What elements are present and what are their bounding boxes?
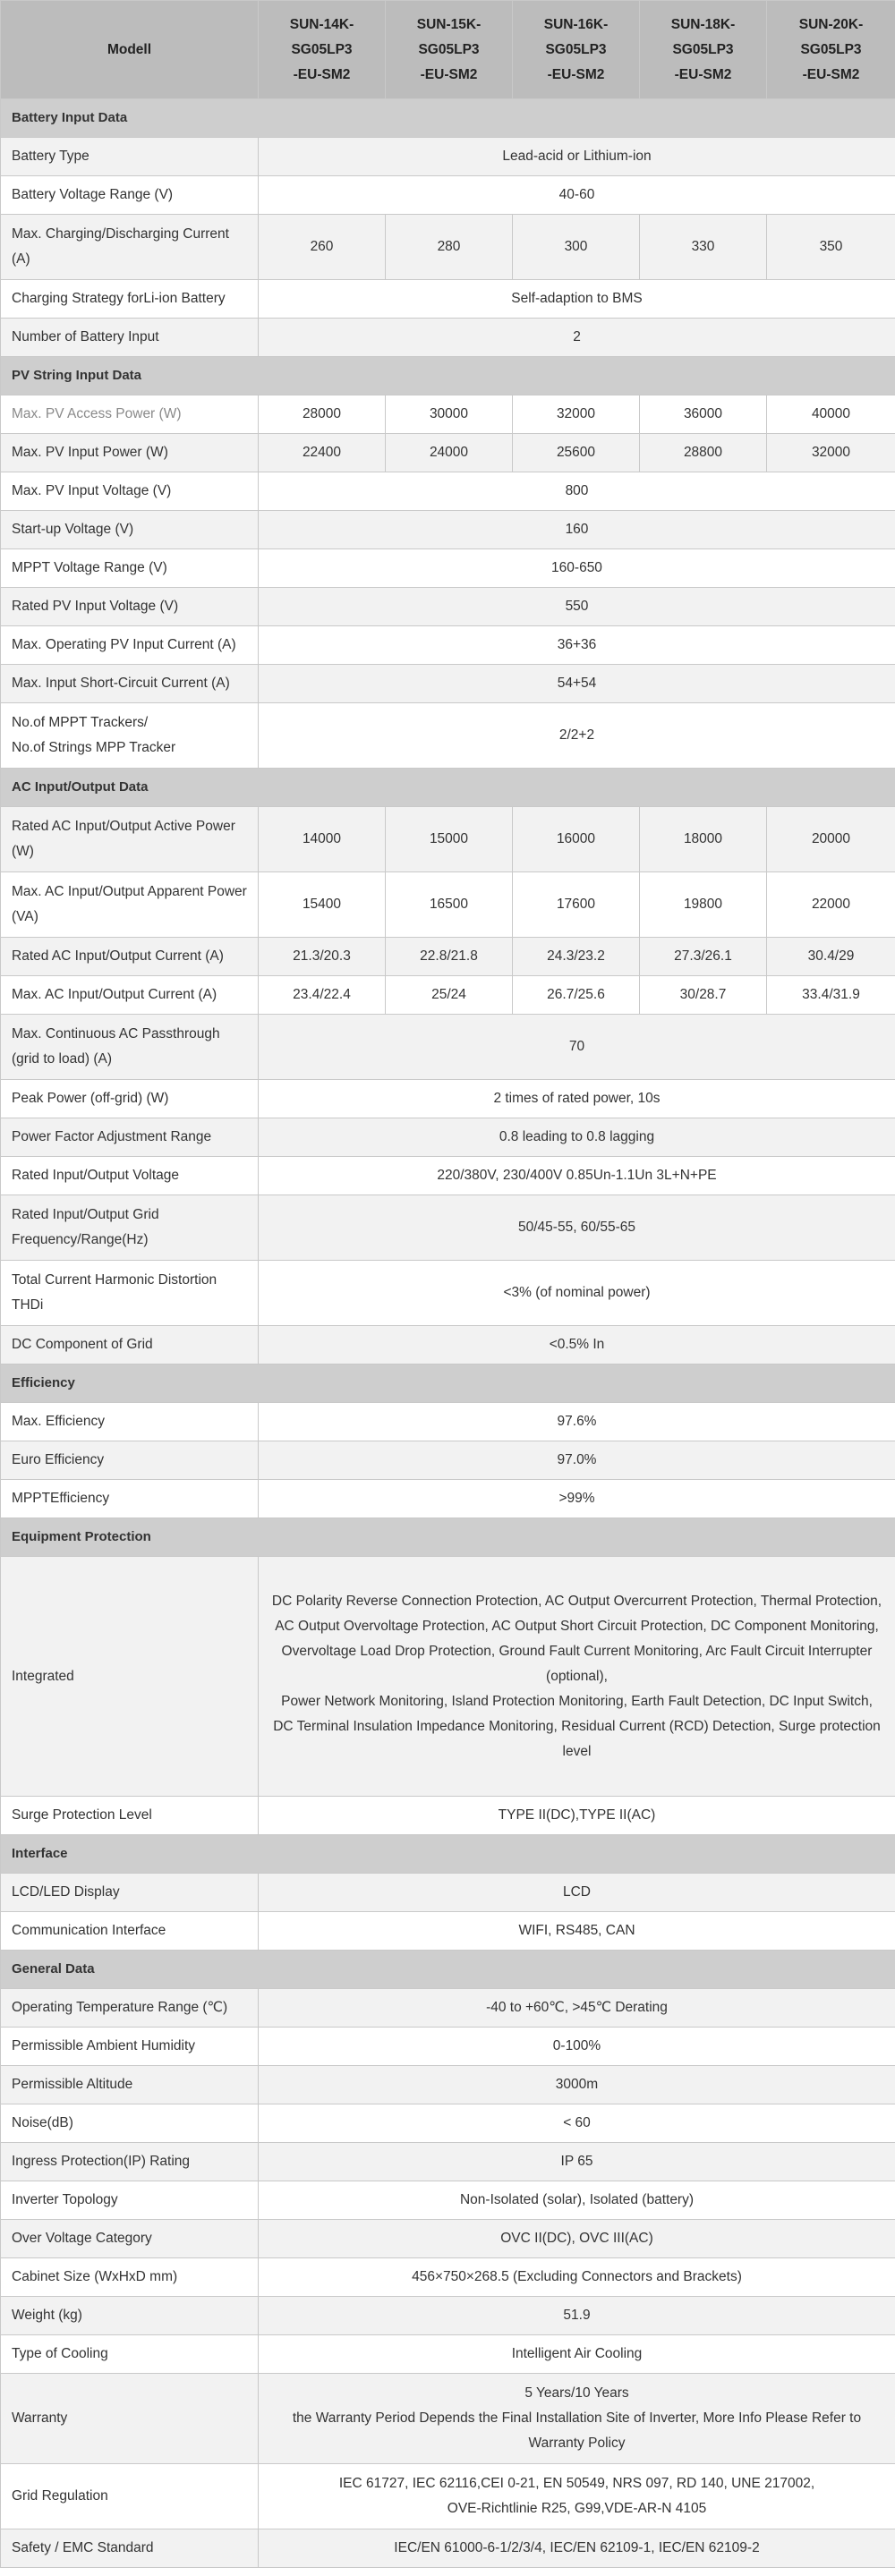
spec-value: Self-adaption to BMS <box>259 280 895 319</box>
spec-value: 14000 <box>259 807 386 872</box>
section-header-equipment-protection <box>1 1518 895 1557</box>
spec-value: 54+54 <box>259 665 895 703</box>
spec-value: 25/24 <box>386 976 513 1015</box>
spec-label: Operating Temperature Range (℃) <box>1 1989 259 2028</box>
spec-value: 36+36 <box>259 626 895 665</box>
spec-value: Lead-acid or Lithium-ion <box>259 138 895 176</box>
spec-value: 30.4/29 <box>767 938 895 976</box>
spec-value: 18000 <box>640 807 767 872</box>
spec-label: Max. PV Input Voltage (V) <box>1 472 259 511</box>
spec-label: Start-up Voltage (V) <box>1 511 259 549</box>
spec-label-line: No.of MPPT Trackers/ <box>12 715 149 730</box>
spec-row-lcd-led-display <box>1 1874 895 1912</box>
spec-label: Battery Voltage Range (V) <box>1 176 259 215</box>
spec-value-line: DC Polarity Reverse Connection Protection, AC Output Overcurrent Protection, Thermal Protection, <box>271 1593 882 1609</box>
spec-label: LCD/LED Display <box>1 1874 259 1912</box>
spec-row-weight-kg <box>1 2297 895 2335</box>
spec-label: Max. Continuous AC Passthrough (grid to load) (A) <box>1 1015 259 1080</box>
spec-row-safety-emc-standard <box>1 2529 895 2568</box>
spec-value: >99% <box>259 1480 895 1518</box>
spec-row-dc-component-of-grid <box>1 1326 895 1365</box>
spec-value: 220/380V, 230/400V 0.85Un-1.1Un 3L+N+PE <box>259 1157 895 1195</box>
spec-row-mppt-voltage-range-v <box>1 549 895 588</box>
section-title: Interface <box>1 1835 895 1874</box>
spec-row-rated-ac-input-output-active-power-w <box>1 807 895 872</box>
spec-value: 0-100% <box>259 2028 895 2066</box>
spec-value: 16500 <box>386 872 513 938</box>
spec-value: 160-650 <box>259 549 895 588</box>
spec-value: 28000 <box>259 395 386 434</box>
spec-row-number-of-battery-input <box>1 319 895 357</box>
spec-row-permissible-altitude <box>1 2066 895 2104</box>
spec-label: Max. Charging/Discharging Current (A) <box>1 215 259 280</box>
section-title: Equipment Protection <box>1 1518 895 1557</box>
spec-value: 28800 <box>640 434 767 472</box>
spec-value: 19800 <box>640 872 767 938</box>
spec-body <box>1 99 895 2568</box>
model-name: SUN-16K- SG05LP3 -EU-SM2 <box>513 1 640 99</box>
spec-row-peak-power-off-grid-w <box>1 1080 895 1118</box>
header-row <box>1 1 895 99</box>
spec-label: Rated AC Input/Output Current (A) <box>1 938 259 976</box>
spec-value: LCD <box>259 1874 895 1912</box>
spec-label: Safety / EMC Standard <box>1 2529 259 2568</box>
spec-value <box>259 1557 895 1797</box>
spec-value: 22.8/21.8 <box>386 938 513 976</box>
section-title: PV String Input Data <box>1 357 895 395</box>
spec-label: Max. PV Input Power (W) <box>1 434 259 472</box>
spec-value-line: 5 Years/10 Years <box>524 2385 629 2401</box>
spec-value: 550 <box>259 588 895 626</box>
section-title: AC Input/Output Data <box>1 769 895 807</box>
spec-value <box>259 2464 895 2529</box>
spec-row-rated-pv-input-voltage-v <box>1 588 895 626</box>
spec-label: Rated Input/Output Grid Frequency/Range(Hz) <box>1 1195 259 1261</box>
spec-label: Rated Input/Output Voltage <box>1 1157 259 1195</box>
spec-value: 2 times of rated power, 10s <box>259 1080 895 1118</box>
spec-value: 456×750×268.5 (Excluding Connectors and Brackets) <box>259 2258 895 2297</box>
spec-label: Grid Regulation <box>1 2464 259 2529</box>
spec-value: 33.4/31.9 <box>767 976 895 1015</box>
spec-value: < 60 <box>259 2104 895 2143</box>
spec-row-max-ac-input-output-apparent-power-va <box>1 872 895 938</box>
spec-value: WIFI, RS485, CAN <box>259 1912 895 1951</box>
spec-value: Intelligent Air Cooling <box>259 2335 895 2374</box>
spec-value: 22400 <box>259 434 386 472</box>
spec-row-cabinet-size-wxhxd-mm <box>1 2258 895 2297</box>
spec-row-battery-type <box>1 138 895 176</box>
spec-row-max-input-short-circuit-current-a <box>1 665 895 703</box>
spec-row-euro-efficiency <box>1 1441 895 1480</box>
spec-value: 300 <box>513 215 640 280</box>
spec-value: 30/28.7 <box>640 976 767 1015</box>
spec-value: 20000 <box>767 807 895 872</box>
spec-label: Over Voltage Category <box>1 2220 259 2258</box>
spec-value-line: IEC 61727, IEC 62116,CEI 0-21, EN 50549, NRS 097, RD 140, UNE 217002, <box>338 2476 815 2491</box>
spec-value: IEC/EN 61000-6-1/2/3/4, IEC/EN 62109-1, IEC/EN 62109-2 <box>259 2529 895 2568</box>
spec-value: TYPE II(DC),TYPE II(AC) <box>259 1797 895 1835</box>
spec-row-surge-protection-level <box>1 1797 895 1835</box>
spec-label: Power Factor Adjustment Range <box>1 1118 259 1157</box>
spec-label: Warranty <box>1 2374 259 2464</box>
spec-row-mpptefficiency <box>1 1480 895 1518</box>
spec-value: IP 65 <box>259 2143 895 2181</box>
spec-label: Inverter Topology <box>1 2181 259 2220</box>
spec-value: Non-Isolated (solar), Isolated (battery) <box>259 2181 895 2220</box>
spec-value-line: DC Terminal Insulation Impedance Monitoring, Residual Current (RCD) Detection, Surge protection level <box>273 1718 881 1759</box>
spec-value: 24000 <box>386 434 513 472</box>
spec-value: 15000 <box>386 807 513 872</box>
spec-value: 32000 <box>767 434 895 472</box>
spec-label: Max. Operating PV Input Current (A) <box>1 626 259 665</box>
spec-label: MPPT Voltage Range (V) <box>1 549 259 588</box>
spec-value: 70 <box>259 1015 895 1080</box>
spec-label: Max. AC Input/Output Current (A) <box>1 976 259 1015</box>
spec-label: Surge Protection Level <box>1 1797 259 1835</box>
spec-value: 2/2+2 <box>259 703 895 769</box>
spec-row-ingress-protection-ip-rating <box>1 2143 895 2181</box>
spec-row-total-current-harmonic-distortion-thdi <box>1 1261 895 1326</box>
section-header-battery-input-data <box>1 99 895 138</box>
section-header-interface <box>1 1835 895 1874</box>
section-title: Efficiency <box>1 1365 895 1403</box>
spec-value: 330 <box>640 215 767 280</box>
spec-row-inverter-topology <box>1 2181 895 2220</box>
section-header-general-data <box>1 1951 895 1989</box>
spec-value: 40-60 <box>259 176 895 215</box>
section-title: General Data <box>1 1951 895 1989</box>
spec-row-rated-ac-input-output-current-a <box>1 938 895 976</box>
spec-row-max-charging-discharging-current-a <box>1 215 895 280</box>
spec-label: DC Component of Grid <box>1 1326 259 1365</box>
spec-value: 17600 <box>513 872 640 938</box>
spec-value: 16000 <box>513 807 640 872</box>
model-name: SUN-20K- SG05LP3 -EU-SM2 <box>767 1 895 99</box>
spec-row-no-of-mppt-trackers-no-of-strings-mpp-tracker <box>1 703 895 769</box>
spec-row-max-ac-input-output-current-a <box>1 976 895 1015</box>
spec-label: Type of Cooling <box>1 2335 259 2374</box>
spec-value: 0.8 leading to 0.8 lagging <box>259 1118 895 1157</box>
section-header-ac-input-output-data <box>1 769 895 807</box>
spec-value: 280 <box>386 215 513 280</box>
spec-value: 24.3/23.2 <box>513 938 640 976</box>
spec-row-power-factor-adjustment-range <box>1 1118 895 1157</box>
spec-label: Max. Input Short-Circuit Current (A) <box>1 665 259 703</box>
spec-row-rated-input-output-voltage <box>1 1157 895 1195</box>
spec-value: 15400 <box>259 872 386 938</box>
spec-value: 2 <box>259 319 895 357</box>
spec-row-type-of-cooling <box>1 2335 895 2374</box>
spec-value: 350 <box>767 215 895 280</box>
spec-value: 97.0% <box>259 1441 895 1480</box>
spec-label: Number of Battery Input <box>1 319 259 357</box>
spec-label: Weight (kg) <box>1 2297 259 2335</box>
spec-row-charging-strategy-forli-ion-battery <box>1 280 895 319</box>
spec-value: -40 to +60℃, >45℃ Derating <box>259 1989 895 2028</box>
spec-value: 23.4/22.4 <box>259 976 386 1015</box>
spec-label: Battery Type <box>1 138 259 176</box>
spec-label: Cabinet Size (WxHxD mm) <box>1 2258 259 2297</box>
model-label: Modell <box>1 1 259 99</box>
spec-value: 30000 <box>386 395 513 434</box>
spec-value-line: OVE-Richtlinie R25, G99,VDE-AR-N 4105 <box>447 2501 707 2516</box>
spec-label: Charging Strategy forLi-ion Battery <box>1 280 259 319</box>
spec-label: Communication Interface <box>1 1912 259 1951</box>
model-name: SUN-15K- SG05LP3 -EU-SM2 <box>386 1 513 99</box>
spec-value: 51.9 <box>259 2297 895 2335</box>
spec-row-noise-db <box>1 2104 895 2143</box>
spec-label: Permissible Altitude <box>1 2066 259 2104</box>
spec-value: 21.3/20.3 <box>259 938 386 976</box>
spec-value: 22000 <box>767 872 895 938</box>
spec-value: 26.7/25.6 <box>513 976 640 1015</box>
spec-value: 36000 <box>640 395 767 434</box>
spec-label-line: THDi <box>12 1297 44 1313</box>
spec-value: 260 <box>259 215 386 280</box>
spec-value-line: Power Network Monitoring, Island Protection Monitoring, Earth Fault Detection, DC Input Switch, <box>281 1693 873 1709</box>
spec-label: Noise(dB) <box>1 2104 259 2143</box>
spec-value: OVC II(DC), OVC III(AC) <box>259 2220 895 2258</box>
spec-value: 50/45-55, 60/55-65 <box>259 1195 895 1261</box>
spec-value: 800 <box>259 472 895 511</box>
spec-row-start-up-voltage-v <box>1 511 895 549</box>
spec-row-over-voltage-category <box>1 2220 895 2258</box>
spec-row-integrated <box>1 1557 895 1797</box>
spec-row-operating-temperature-range <box>1 1989 895 2028</box>
spec-row-rated-input-output-grid-frequency-range-hz <box>1 1195 895 1261</box>
section-header-efficiency <box>1 1365 895 1403</box>
section-header-pv-string-input-data <box>1 357 895 395</box>
spec-label: Rated AC Input/Output Active Power (W) <box>1 807 259 872</box>
spec-row-warranty <box>1 2374 895 2464</box>
spec-value: 27.3/26.1 <box>640 938 767 976</box>
spec-row-grid-regulation <box>1 2464 895 2529</box>
spec-row-permissible-ambient-humidity <box>1 2028 895 2066</box>
spec-label: MPPTEfficiency <box>1 1480 259 1518</box>
spec-value: 97.6% <box>259 1403 895 1441</box>
spec-value-line: AC Output Overvoltage Protection, AC Output Short Circuit Protection, DC Component Monitoring, <box>275 1618 879 1634</box>
spec-label-line: No.of Strings MPP Tracker <box>12 740 176 755</box>
spec-value: <3% (of nominal power) <box>259 1261 895 1326</box>
spec-label <box>1 703 259 769</box>
spec-label: Max. PV Access Power (W) <box>1 395 259 434</box>
spec-label: Max. AC Input/Output Apparent Power (VA) <box>1 872 259 938</box>
spec-value: 160 <box>259 511 895 549</box>
spec-row-communication-interface <box>1 1912 895 1951</box>
spec-value <box>259 2374 895 2464</box>
spec-value-line: the Warranty Period Depends the Final Installation Site of Inverter, More Info Please Refer to Warranty Policy <box>292 2410 862 2451</box>
spec-row-max-pv-access-power-w <box>1 395 895 434</box>
spec-row-max-pv-input-voltage-v <box>1 472 895 511</box>
spec-label: Permissible Ambient Humidity <box>1 2028 259 2066</box>
spec-value: <0.5% In <box>259 1326 895 1365</box>
spec-row-max-pv-input-power-w <box>1 434 895 472</box>
spec-label: Max. Efficiency <box>1 1403 259 1441</box>
spec-label-line: Total Current Harmonic Distortion <box>12 1272 217 1288</box>
spec-label: Euro Efficiency <box>1 1441 259 1480</box>
model-name: SUN-18K- SG05LP3 -EU-SM2 <box>640 1 767 99</box>
model-name: SUN-14K- SG05LP3 -EU-SM2 <box>259 1 386 99</box>
spec-label: Ingress Protection(IP) Rating <box>1 2143 259 2181</box>
spec-label: Rated PV Input Voltage (V) <box>1 588 259 626</box>
spec-row-max-operating-pv-input-current-a <box>1 626 895 665</box>
spec-value: 40000 <box>767 395 895 434</box>
spec-label: Integrated <box>1 1557 259 1797</box>
spec-value: 3000m <box>259 2066 895 2104</box>
section-title: Battery Input Data <box>1 99 895 138</box>
spec-value: 25600 <box>513 434 640 472</box>
spec-value-line: Overvoltage Load Drop Protection, Ground Fault Current Monitoring, Arc Fault Circuit Interrupter (optional), <box>281 1643 873 1684</box>
spec-row-max-efficiency <box>1 1403 895 1441</box>
spec-label: Peak Power (off-grid) (W) <box>1 1080 259 1118</box>
spec-label <box>1 1261 259 1326</box>
spec-row-battery-voltage-range-v <box>1 176 895 215</box>
spec-row-max-continuous-ac-passthrough-grid-to-load-a <box>1 1015 895 1080</box>
spec-value: 32000 <box>513 395 640 434</box>
